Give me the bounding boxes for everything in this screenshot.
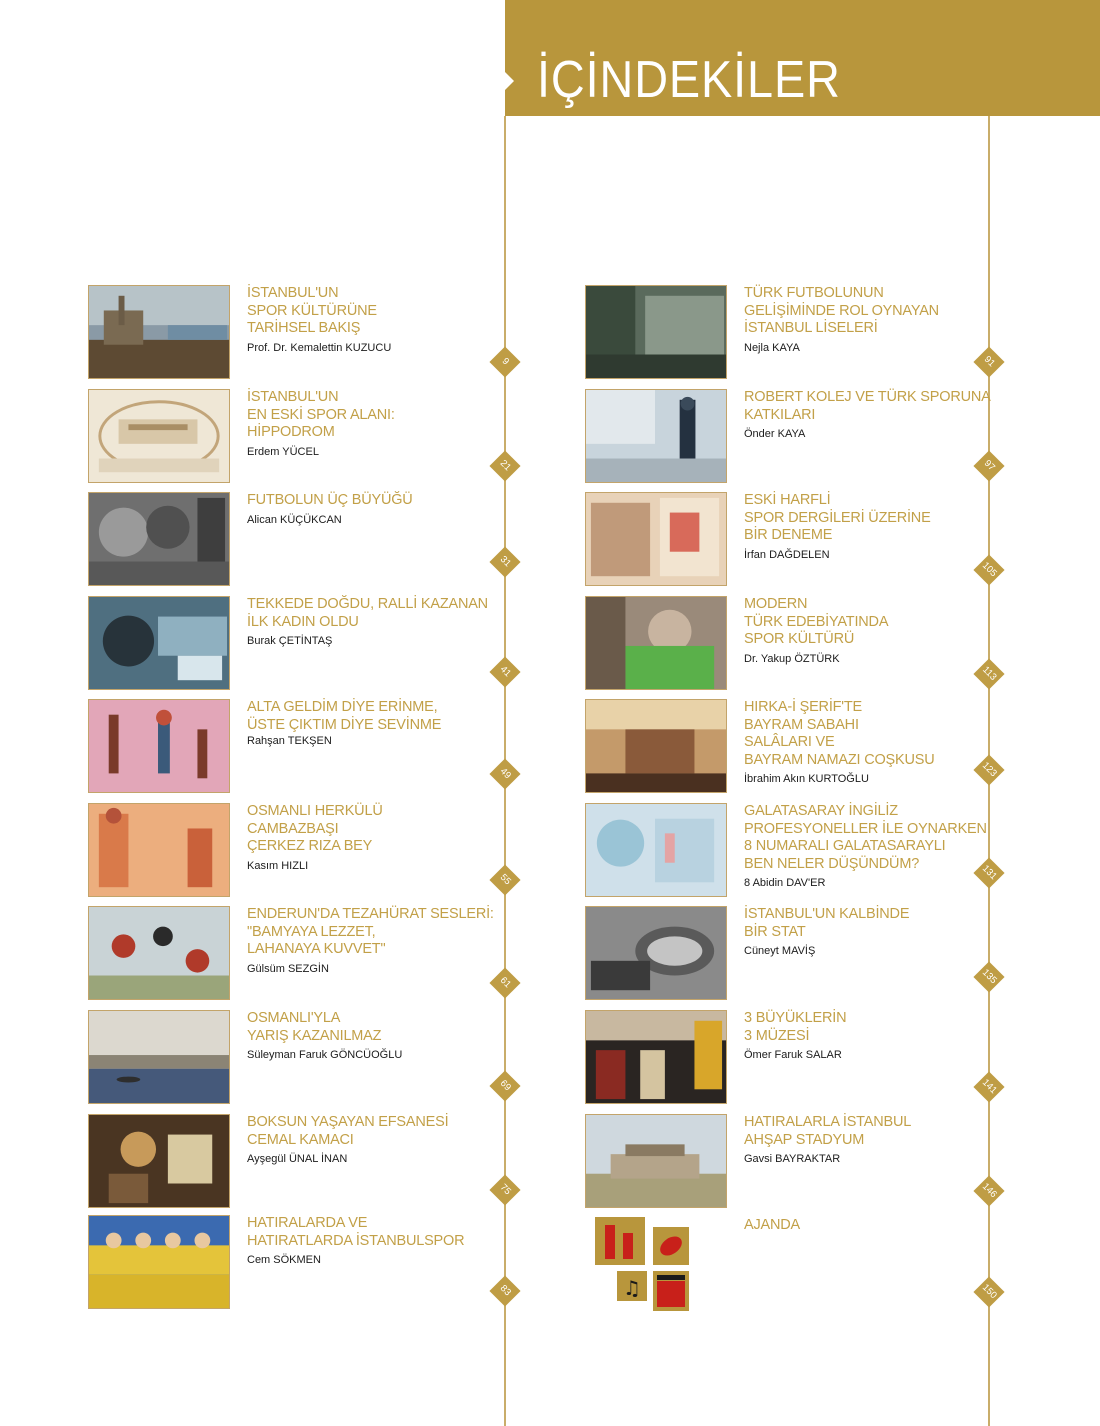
toc-entry[interactable]: [585, 906, 985, 1002]
entry-thumbnail: [88, 699, 230, 793]
entry-text: [247, 699, 441, 748]
entry-title: TÜRK FUTBOLUNUN GELİŞİMİNDE ROL OYNAYAN İSTANBUL LİSELERİ: [744, 285, 939, 336]
svg-text:♫: ♫: [623, 1276, 641, 1300]
entry-author: Cüneyt MAVİŞ: [744, 945, 816, 957]
entry-title: ESKİ HARFLİ SPOR DERGİLERİ ÜZERİNE BİR DENEME: [744, 492, 931, 543]
page-number-badge: 69: [489, 1070, 520, 1101]
entry-text: [744, 492, 931, 562]
entry-text: [744, 389, 991, 441]
toc-entry[interactable]: [88, 285, 498, 381]
entry-title: ROBERT KOLEJ VE TÜRK SPORUNA KATKILARI: [744, 389, 991, 423]
toc-entry[interactable]: [585, 1010, 985, 1106]
entry-author: Kasım HIZLI: [247, 859, 309, 872]
entry-text: [247, 1215, 464, 1267]
toc-entry[interactable]: [88, 389, 498, 485]
page-number-badge: 91: [973, 346, 1004, 377]
entry-title: HATIRALARDA VE HATIRATLARDA İSTANBULSPOR: [247, 1215, 465, 1249]
entry-title: BOKSUN YAŞAYAN EFSANESİ CEMAL KAMACI: [247, 1114, 449, 1148]
toc-entry[interactable]: [88, 1215, 498, 1311]
page-number-badge: 150: [973, 1276, 1004, 1307]
entry-author: Burak ÇETİNTAŞ: [247, 635, 333, 647]
toc-entry[interactable]: [88, 803, 498, 899]
toc-entry[interactable]: [88, 492, 498, 588]
toc-entry-ajanda[interactable]: [585, 1217, 985, 1313]
entry-author: Önder KAYA: [744, 428, 806, 440]
entry-title: İSTANBUL'UN SPOR KÜLTÜRÜNE TARİHSEL BAKIŞ: [247, 285, 377, 336]
page-number-badge: 113: [973, 658, 1004, 689]
entry-title: OSMANLI HERKÜLÜ CAMBAZBAŞI ÇERKEZ RIZA BEY: [247, 803, 383, 854]
entry-title: İSTANBUL'UN KALBİNDE BİR STAT: [744, 906, 910, 940]
entry-thumbnail: [88, 1114, 230, 1208]
page-number-badge: 105: [973, 554, 1004, 585]
entry-thumbnail: [88, 906, 230, 1000]
page-number-badge: 97: [973, 450, 1004, 481]
toc-entry[interactable]: [88, 1010, 498, 1106]
page-title: İÇİNDEKİLER: [537, 51, 841, 109]
entry-author: Ömer Faruk SALAR: [744, 1049, 842, 1061]
entry-thumbnail: [88, 1010, 230, 1104]
page-number-badge: 61: [489, 967, 520, 998]
page-number-badge: 83: [489, 1275, 520, 1306]
entry-title: OSMANLI'YLA YARIŞ KAZANILMAZ: [247, 1010, 382, 1044]
entry-text: [744, 1010, 846, 1062]
entry-title: ENDERUN'DA TEZAHÜRAT SESLERİ: "BAMYAYA LEZZET, LAHANAYA KUVVET": [247, 906, 494, 957]
entry-title: FUTBOLUN ÜÇ BÜYÜĞÜ: [247, 492, 413, 508]
entry-title: HIRKA-İ ŞERİF'TE BAYRAM SABAHI SALÂLARI VE BAYRAM NAMAZI COŞKUSU: [744, 699, 935, 768]
toc-entry[interactable]: [88, 906, 498, 1002]
page-number-badge: 31: [489, 546, 520, 577]
entry-author: Gavsi BAYRAKTAR: [744, 1153, 841, 1165]
entry-author: 8 Abidin DAV'ER: [744, 877, 826, 889]
entry-thumbnail: [88, 389, 230, 483]
entry-thumbnail: [585, 596, 727, 690]
toc-entry[interactable]: [88, 1114, 498, 1210]
entry-thumbnail: [585, 1114, 727, 1208]
toc-entry[interactable]: [585, 492, 985, 588]
entry-thumbnail: [585, 492, 727, 586]
entry-text: [744, 906, 909, 958]
entry-text: [247, 389, 395, 459]
toc-entry[interactable]: [88, 699, 498, 795]
entry-author: Nejla KAYA: [744, 341, 800, 354]
toc-entry[interactable]: [88, 596, 498, 692]
entry-thumbnail: [585, 285, 727, 379]
toc-entry[interactable]: [585, 803, 985, 899]
entry-text: [744, 803, 987, 890]
page-number-badge: 75: [489, 1174, 520, 1205]
header-notch: [505, 72, 514, 90]
page-number-badge: 41: [489, 656, 520, 687]
entry-author: Erdem YÜCEL: [247, 445, 319, 458]
entry-author: Alican KÜÇÜKCAN: [247, 513, 342, 526]
page-number-badge: 9: [489, 346, 520, 377]
entry-title: GALATASARAY İNGİLİZ PROFESYONELLER İLE OYNARKEN 8 NUMARALI GALATASARAYLI BEN NELER DÜŞÜNDÜM?: [744, 803, 987, 872]
toc-entry[interactable]: [585, 596, 985, 692]
entry-title: 3 BÜYÜKLERİN 3 MÜZESİ: [744, 1010, 847, 1044]
toc-entry[interactable]: [585, 1114, 985, 1210]
entry-thumbnail: [88, 285, 230, 379]
entry-thumbnail: [585, 906, 727, 1000]
page-number-badge: 146: [973, 1175, 1004, 1206]
ajanda-icon: [595, 1217, 695, 1317]
entry-thumbnail: [88, 803, 230, 897]
entry-thumbnail: [585, 389, 727, 483]
entry-title: HATIRALARLA İSTANBUL AHŞAP STADYUM: [744, 1114, 912, 1148]
entry-author: İrfan DAĞDELEN: [744, 548, 830, 561]
page-number-badge: 123: [973, 754, 1004, 785]
entry-text: [744, 1114, 911, 1166]
page-number-badge: 55: [489, 864, 520, 895]
entry-text: [247, 285, 391, 355]
entry-title: TEKKEDE DOĞDU, RALLİ KAZANAN İLK KADIN OLDU: [247, 596, 488, 630]
entry-author: Cem SÖKMEN: [247, 1254, 321, 1266]
entry-text: [247, 1114, 448, 1166]
entry-author: İbrahim Akın KURTOĞLU: [744, 773, 869, 785]
entry-title: ALTA GELDİM DİYE ERİNME, ÜSTE ÇIKTIM DİYE SEVİNME: [247, 699, 442, 733]
entry-text: [247, 596, 488, 648]
toc-entry[interactable]: [585, 699, 985, 795]
entry-text: [744, 1217, 800, 1235]
page-number-badge: 131: [973, 857, 1004, 888]
entry-author: Dr. Yakup ÖZTÜRK: [744, 652, 840, 665]
entry-title: MODERN TÜRK EDEBİYATINDA SPOR KÜLTÜRÜ: [744, 596, 889, 647]
entry-text: [247, 906, 494, 976]
page-number-badge: 135: [973, 961, 1004, 992]
entry-title: İSTANBUL'UN EN ESKİ SPOR ALANI: HİPPODROM: [247, 389, 395, 440]
entry-author: Prof. Dr. Kemalettin KUZUCU: [247, 341, 392, 354]
toc-entry[interactable]: [585, 285, 985, 381]
entry-thumbnail: [88, 596, 230, 690]
entry-thumbnail: [585, 699, 727, 793]
entry-author: Gülsüm SEZGİN: [247, 962, 329, 975]
page-number-badge: 49: [489, 758, 520, 789]
entry-text: [247, 803, 383, 873]
entry-author: Rahşan TEKŞEN: [247, 735, 332, 747]
entry-thumbnail: [585, 803, 727, 897]
entry-text: [744, 285, 939, 355]
entry-thumbnail: [88, 1215, 230, 1309]
page-number-badge: 21: [489, 450, 520, 481]
entry-text: [744, 596, 888, 666]
page-number-badge: 141: [973, 1071, 1004, 1102]
entry-thumbnail: [88, 492, 230, 586]
entry-text: [247, 1010, 402, 1062]
entry-author: Ayşegül ÜNAL İNAN: [247, 1153, 348, 1165]
entry-author: Süleyman Faruk GÖNCÜOĞLU: [247, 1049, 403, 1061]
entry-title: AJANDA: [744, 1217, 801, 1233]
entry-text: [247, 492, 413, 527]
entry-thumbnail: [585, 1010, 727, 1104]
entry-text: [744, 699, 935, 786]
